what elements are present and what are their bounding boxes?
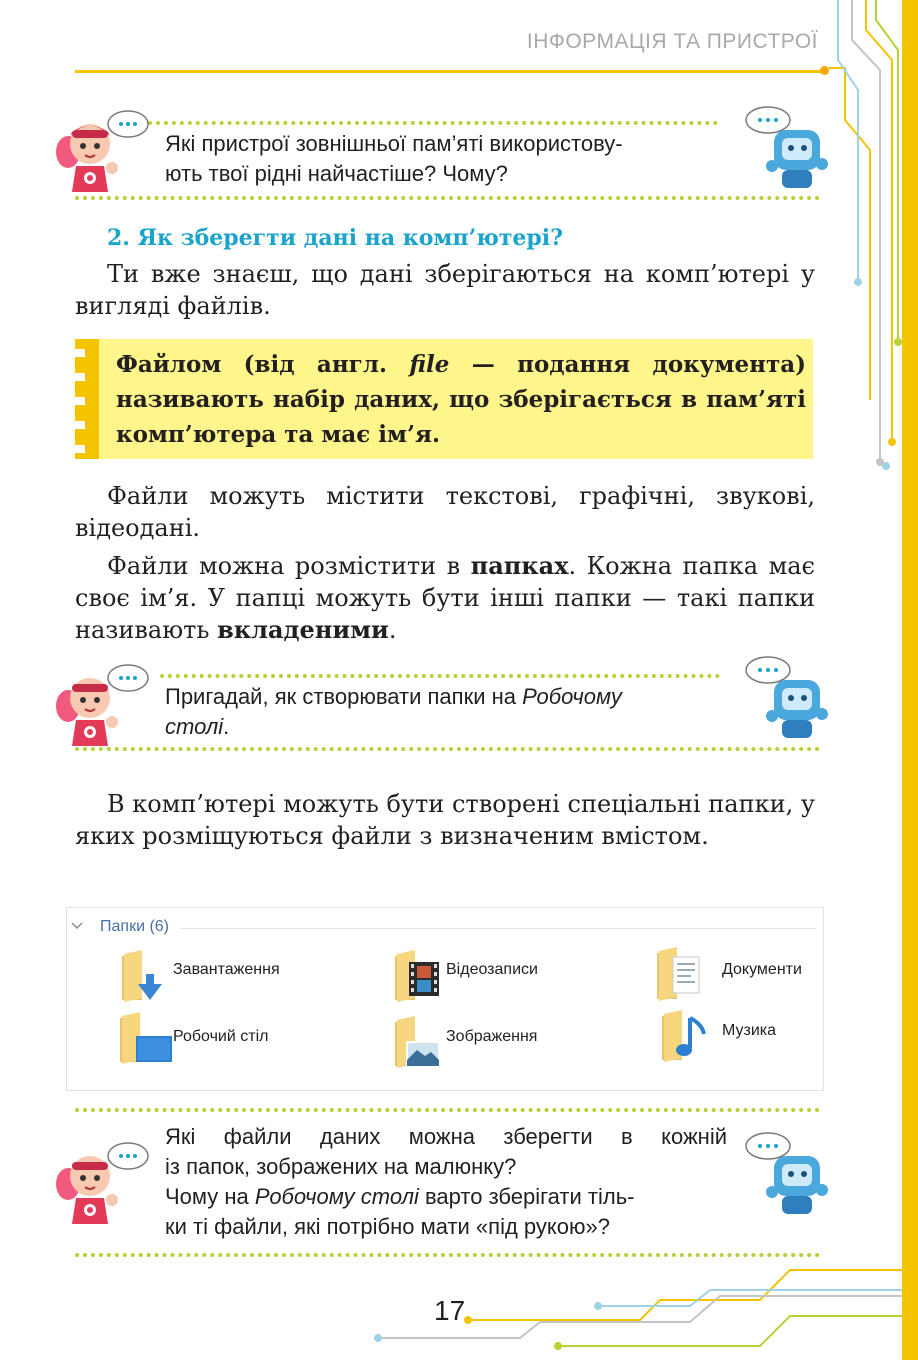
prompt-line: із папок, зображених на малюнку? [165, 1154, 517, 1179]
folder-label[interactable]: Музика [722, 1022, 777, 1039]
pictures-folder-icon[interactable] [393, 1014, 445, 1070]
special-folders-paragraph: В комп’ютері можуть бути створені спеціальні папки, у яких розміщуються файли з визначеним вмістом. [75, 790, 815, 850]
folder-label[interactable]: Відеозаписи [446, 961, 538, 978]
folders-group-header[interactable]: Папки (6) [100, 918, 169, 935]
files-content-paragraph: Файли можуть містити текстові, графічні, звукові, відеодані. [75, 482, 815, 542]
prompt-top-rule [148, 121, 718, 125]
video-folder-icon[interactable] [393, 948, 445, 1004]
prompt-line: Які пристрої зовнішньої пам’яті використову- [165, 131, 623, 156]
folder-label[interactable]: Завантаження [173, 961, 280, 978]
page-edge-band [902, 0, 918, 1360]
prompt-line: ки ті файли, які потрібно мати «під рукою»? [165, 1214, 610, 1239]
girl-character-icon [52, 108, 152, 194]
prompt-top-rule [160, 674, 720, 678]
girl-character-icon [52, 1140, 152, 1226]
prompt-line: Які файли даних можна зберегти в кожній [165, 1124, 727, 1149]
robot-character-icon [738, 1130, 838, 1220]
header-rule [75, 70, 823, 73]
girl-character-icon [52, 662, 152, 748]
folder-label[interactable]: Зображення [446, 1028, 538, 1045]
robot-character-icon [738, 104, 838, 194]
download-folder-icon[interactable] [120, 948, 172, 1004]
folder-label[interactable]: Робочий стіл [173, 1028, 269, 1045]
chevron-down-icon[interactable] [70, 921, 84, 931]
running-header: ІНФОРМАЦІЯ ТА ПРИСТРОЇ [526, 30, 818, 53]
prompt-bottom-rule [75, 196, 820, 200]
prompt-bottom-rule [75, 747, 820, 751]
desktop-folder-icon[interactable] [118, 1010, 174, 1066]
prompt-line: ють твої рідні найчастіше? Чому? [165, 161, 508, 186]
music-folder-icon[interactable] [660, 1008, 716, 1064]
prompt-text: Пригадай, як створювати папки на Робочому столі. [165, 684, 622, 739]
prompt-text: Які файли даних можна зберегти в кожній із папок, зображених на малюнку? Чому на Робочому столі варто зберігати тіль- ки ті файли, які потрібно мати «під рукою»? [165, 1122, 727, 1242]
section-heading: 2. Як зберегти дані на комп’ютері? [107, 225, 564, 251]
robot-character-icon [738, 654, 838, 744]
page-number: 17 [434, 1295, 466, 1326]
documents-folder-icon[interactable] [655, 945, 711, 1003]
prompt-text [165, 129, 623, 189]
folders-paragraph: Файли можна розмістити в папках. Кожна папка має своє ім’я. У папці можуть бути інші папки — такі папки називають вкладеними. [75, 551, 815, 644]
folder-label[interactable]: Документи [722, 961, 802, 978]
folders-group-divider [180, 928, 816, 929]
intro-paragraph: Ти вже знаєш, що дані зберігаються на комп’ютері у вигляді файлів. [75, 260, 815, 320]
definition-stripe [75, 339, 99, 459]
prompt-bottom-rule [75, 1253, 820, 1257]
definition-text: Файлом (від англ. file — подання документа) називають набір даних, що зберігається в пам’яті комп’ютера та має ім’я. [116, 351, 806, 448]
prompt-top-rule [75, 1108, 820, 1112]
header-rule-dot [820, 66, 829, 75]
